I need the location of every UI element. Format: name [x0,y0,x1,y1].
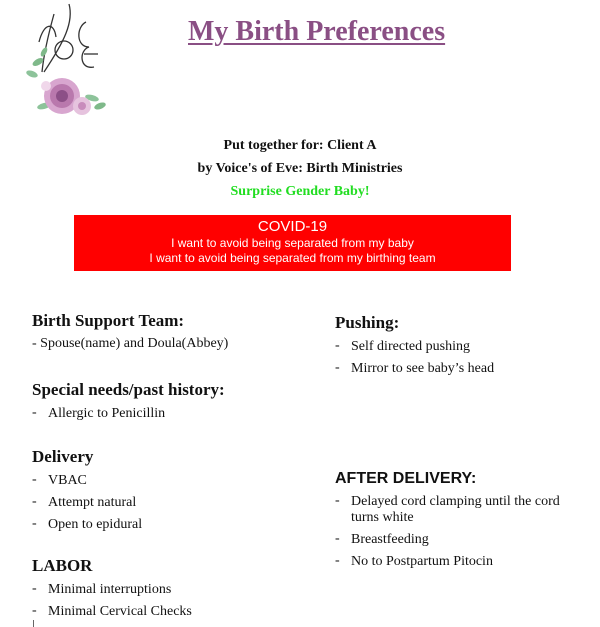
list-item-text: Attempt natural [48,495,137,510]
list-item-text: No to Postpartum Pitocin [351,554,493,569]
bullet-list [32,406,292,422]
list-item [32,604,292,620]
dash-marker: - [32,603,37,618]
list-item [335,532,590,548]
dash-marker: - [32,516,37,531]
gender-note: Surprise Gender Baby! [230,184,370,199]
dash-marker: - [32,405,37,420]
bullet-list [335,339,585,377]
list-item [335,361,585,377]
section-title: AFTER DELIVERY: [335,470,477,487]
list-item-text: Delayed cord clamping until the cord turns white [351,494,560,525]
list-item-text: Minimal Cervical Checks [48,604,192,619]
dash-marker: - [335,531,340,546]
dash-marker: - [335,553,340,568]
section-pushing [335,313,585,383]
list-item [32,517,292,533]
list-item [335,339,585,355]
covid-banner [74,215,511,271]
list-item-text: Open to epidural [48,517,143,532]
list-item-text: Allergic to Penicillin [48,406,166,421]
list-item [335,494,590,526]
covid-title: COVID-19 [257,218,328,235]
dash-marker: - [335,493,340,508]
covid-line: I want to avoid being separated from my baby [171,236,414,250]
bullet-list [335,494,590,570]
section-title: Pushing: [335,313,400,332]
prepared-by-line: by Voice's of Eve: Birth Ministries [197,161,403,176]
bullet-list [32,582,292,620]
dash-marker: - [32,581,37,596]
section-title: Delivery [32,447,94,466]
section-title: Special needs/past history: [32,380,225,399]
list-item [32,473,292,489]
dash-marker: - [32,494,37,509]
list-item-text: Mirror to see baby’s head [351,361,495,376]
prepared-for-line: Put together for: Client A [223,138,377,153]
section-after-delivery [335,470,590,576]
list-item [335,554,590,570]
page-title: My Birth Preferences [188,16,446,47]
list-item-text: Self directed pushing [351,339,470,354]
section-delivery [32,447,292,539]
section-labor [32,556,292,626]
dash-marker: - [32,472,37,487]
list-item [32,582,292,598]
dash-marker: - [335,338,340,353]
list-item [32,495,292,511]
list-item-text: Minimal interruptions [48,582,172,597]
bullet-list [32,473,292,533]
list-item-text: VBAC [48,473,87,488]
covid-line: I want to avoid being separated from my birthing team [149,251,436,265]
dash-marker: - [335,360,340,375]
list-item-text: Breastfeeding [351,532,429,547]
logo-floral [14,2,114,122]
section-text: - Spouse(name) and Doula(Abbey) [32,336,229,351]
section-special-needs [32,380,292,428]
list-item [32,406,292,422]
section-title: LABOR [32,556,93,575]
section-title: Birth Support Team: [32,311,185,330]
section-birth-support [32,311,292,352]
text-cursor [33,620,34,627]
